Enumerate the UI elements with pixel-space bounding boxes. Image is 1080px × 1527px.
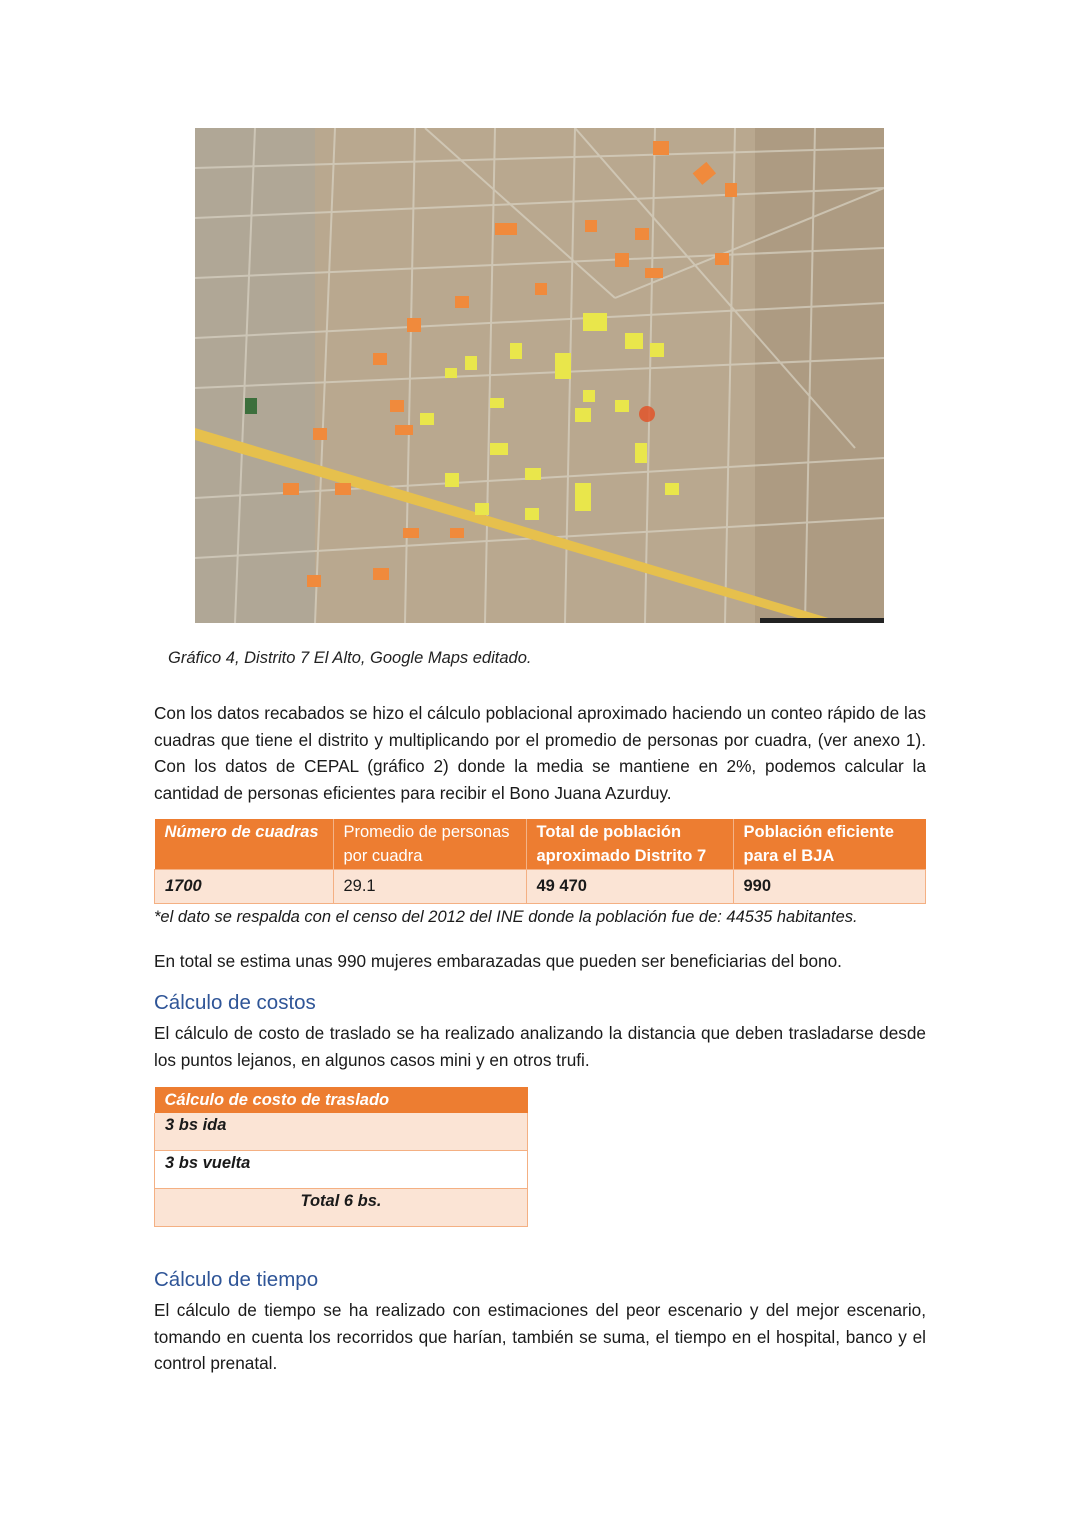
figure-caption: Gráfico 4, Distrito 7 El Alto, Google Maps editado. [168, 649, 532, 667]
header-cell: Total de población aproximado Distrito 7 [526, 819, 733, 870]
table-cell: 49 470 [526, 870, 733, 904]
body-paragraph: El cálculo de tiempo se ha realizado con estimaciones del peor escenario y del mejor escenario, tomando en cuenta los recorridos que harían, también se suma, el tiempo en el hospital, banco y el control prenatal. [154, 1300, 926, 1373]
table-cell: Total 6 bs. [155, 1189, 528, 1227]
district-map-image [195, 128, 884, 623]
table-cell: 3 bs vuelta [155, 1151, 528, 1189]
header-cell: Número de cuadras [155, 819, 334, 870]
body-paragraph: Con los datos recabados se hizo el cálculo poblacional aproximado haciendo un conteo rápido de las cuadras que tiene el distrito y multiplicando por el promedio de personas por cuadra, (ver anexo 1). Con los datos de CEPAL (gráfico 2) donde la media se mantiene en 2%, podemos calcular la cantidad de personas eficientes para recibir el Bono Juana Azurduy. [154, 703, 926, 803]
cost-table [154, 1087, 528, 1227]
table-cell: 3 bs ida [155, 1113, 528, 1151]
table-row [155, 1151, 528, 1189]
table-row [155, 870, 926, 904]
table-cell: 1700 [155, 870, 334, 904]
section-heading-costos: Cálculo de costos [154, 991, 316, 1014]
header-cell: Cálculo de costo de traslado [155, 1087, 528, 1113]
header-cell: Población eficiente para el BJA [733, 819, 926, 870]
table-row [155, 1189, 528, 1227]
table-cell: 29.1 [333, 870, 526, 904]
body-paragraph: El cálculo de costo de traslado se ha realizado analizando la distancia que deben trasladarse desde los puntos lejanos, en algunos casos mini y en otros trufi. [154, 1023, 926, 1070]
body-paragraph: En total se estima unas 990 mujeres embarazadas que pueden ser beneficiarias del bono. [154, 951, 842, 971]
population-table [154, 819, 926, 904]
table-row [155, 1113, 528, 1151]
header-cell: Promedio de personas por cuadra [333, 819, 526, 870]
section-heading-tiempo: Cálculo de tiempo [154, 1268, 319, 1291]
table-cell: 990 [733, 870, 926, 904]
table-footnote: *el dato se respalda con el censo del 2012 del INE donde la población fue de: 44535 habitantes. [154, 908, 858, 926]
